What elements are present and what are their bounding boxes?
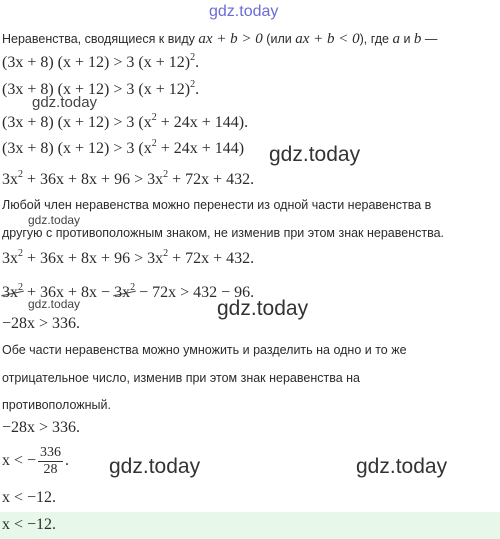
math-line-5-a: 3x — [2, 171, 18, 188]
watermark-5: gdz.today — [217, 297, 309, 320]
math-line-5-exp2: 2 — [163, 169, 169, 180]
math-line-6-c: + 72x + 432. — [172, 250, 255, 267]
math-line-10-a: x < − — [2, 452, 37, 470]
math-line-2-left: (3x + 8) (x + 12) > 3 (x + 12) — [2, 81, 191, 98]
fraction — [38, 445, 63, 478]
math-line-6 — [2, 248, 254, 268]
math-line-1-exp: 2 — [190, 52, 196, 63]
math-line-10-end: . — [65, 452, 70, 470]
math-line-3-b: + 24x + 144). — [160, 114, 249, 131]
math-line-6-a: 3x — [2, 250, 18, 267]
watermark-1: gdz.today — [32, 94, 98, 111]
rule-1-line-2: другую с противоположным знаком, не изменив при этом знак неравенства. — [2, 226, 444, 240]
math-line-1-end: . — [195, 54, 200, 71]
math-line-7-b: + 36x + 8x − — [27, 284, 111, 301]
math-line-5-exp1: 2 — [18, 169, 23, 180]
rule-1-line-1: Любой член неравенства можно перенести из одной части неравенства в — [2, 198, 432, 212]
math-line-10 — [2, 445, 69, 478]
intro-paren: (или — [266, 32, 292, 46]
watermark-7: gdz.today — [356, 455, 448, 478]
intro-where: ), где — [359, 32, 389, 46]
math-line-6-b: + 36x + 8x + 96 > 3x — [27, 250, 164, 267]
math-line-1-left: (3x + 8) (x + 12) > 3 (x + 12) — [2, 54, 191, 71]
intro-ineq-b: ax + b < 0 — [295, 31, 360, 47]
intro-dash: — — [424, 32, 438, 46]
watermark-6: gdz.today — [109, 455, 201, 478]
intro-ineq-a: ax + b > 0 — [198, 31, 263, 47]
intro-text: Неравенства, сводящиеся к виду — [2, 32, 195, 46]
math-line-6-exp2: 2 — [163, 248, 169, 259]
math-line-7-struck-a: $3x^2$ — [2, 282, 23, 301]
math-line-4-exp: 2 — [151, 138, 157, 149]
math-line-4-a: (3x + 8) (x + 12) > 3 (x — [2, 140, 152, 157]
math-line-2-exp: 2 — [190, 79, 196, 90]
intro-var-b: b — [413, 31, 422, 47]
fraction-denominator: 28 — [43, 462, 58, 477]
math-line-2-end: . — [195, 81, 200, 98]
math-line-4 — [2, 138, 244, 158]
fraction-numerator: 336 — [40, 445, 62, 460]
math-line-11: x < −12. — [2, 489, 57, 506]
math-line-8: −28x > 336. — [2, 315, 81, 332]
intro-var-a: a — [392, 31, 400, 47]
watermark-2: gdz.today — [269, 143, 361, 166]
math-line-5 — [2, 169, 254, 189]
intro-and: и — [403, 32, 411, 46]
math-line-3 — [2, 112, 248, 132]
rule-2-line-2: отрицательное число, изменив при этом знак неравенства на — [2, 371, 360, 385]
answer-line: x < −12. — [2, 516, 57, 533]
watermark-top: gdz.today — [209, 3, 279, 20]
math-line-7-struck-c: $3x^2$ — [114, 282, 136, 301]
rule-2-line-1: Обе части неравенства можно умножить и разделить на одно и то же — [2, 343, 407, 357]
watermark-4: gdz.today — [28, 297, 81, 311]
watermark-3: gdz.today — [28, 213, 81, 227]
math-line-4-b: + 24x + 144) — [160, 140, 245, 157]
math-line-7-d: − 72x > 432 − 96. — [139, 284, 255, 301]
math-line-5-c: + 72x + 432. — [172, 171, 255, 188]
math-line-3-a: (3x + 8) (x + 12) > 3 (x — [2, 114, 152, 131]
intro-line — [2, 31, 437, 48]
math-line-9: −28x > 336. — [2, 419, 81, 436]
math-line-6-exp1: 2 — [18, 248, 23, 259]
math-line-5-b: + 36x + 8x + 96 > 3x — [27, 171, 164, 188]
math-line-1 — [2, 52, 199, 72]
math-line-3-exp: 2 — [151, 112, 157, 123]
answer-highlight — [0, 512, 500, 539]
rule-2-line-3: противоположный. — [2, 398, 111, 412]
